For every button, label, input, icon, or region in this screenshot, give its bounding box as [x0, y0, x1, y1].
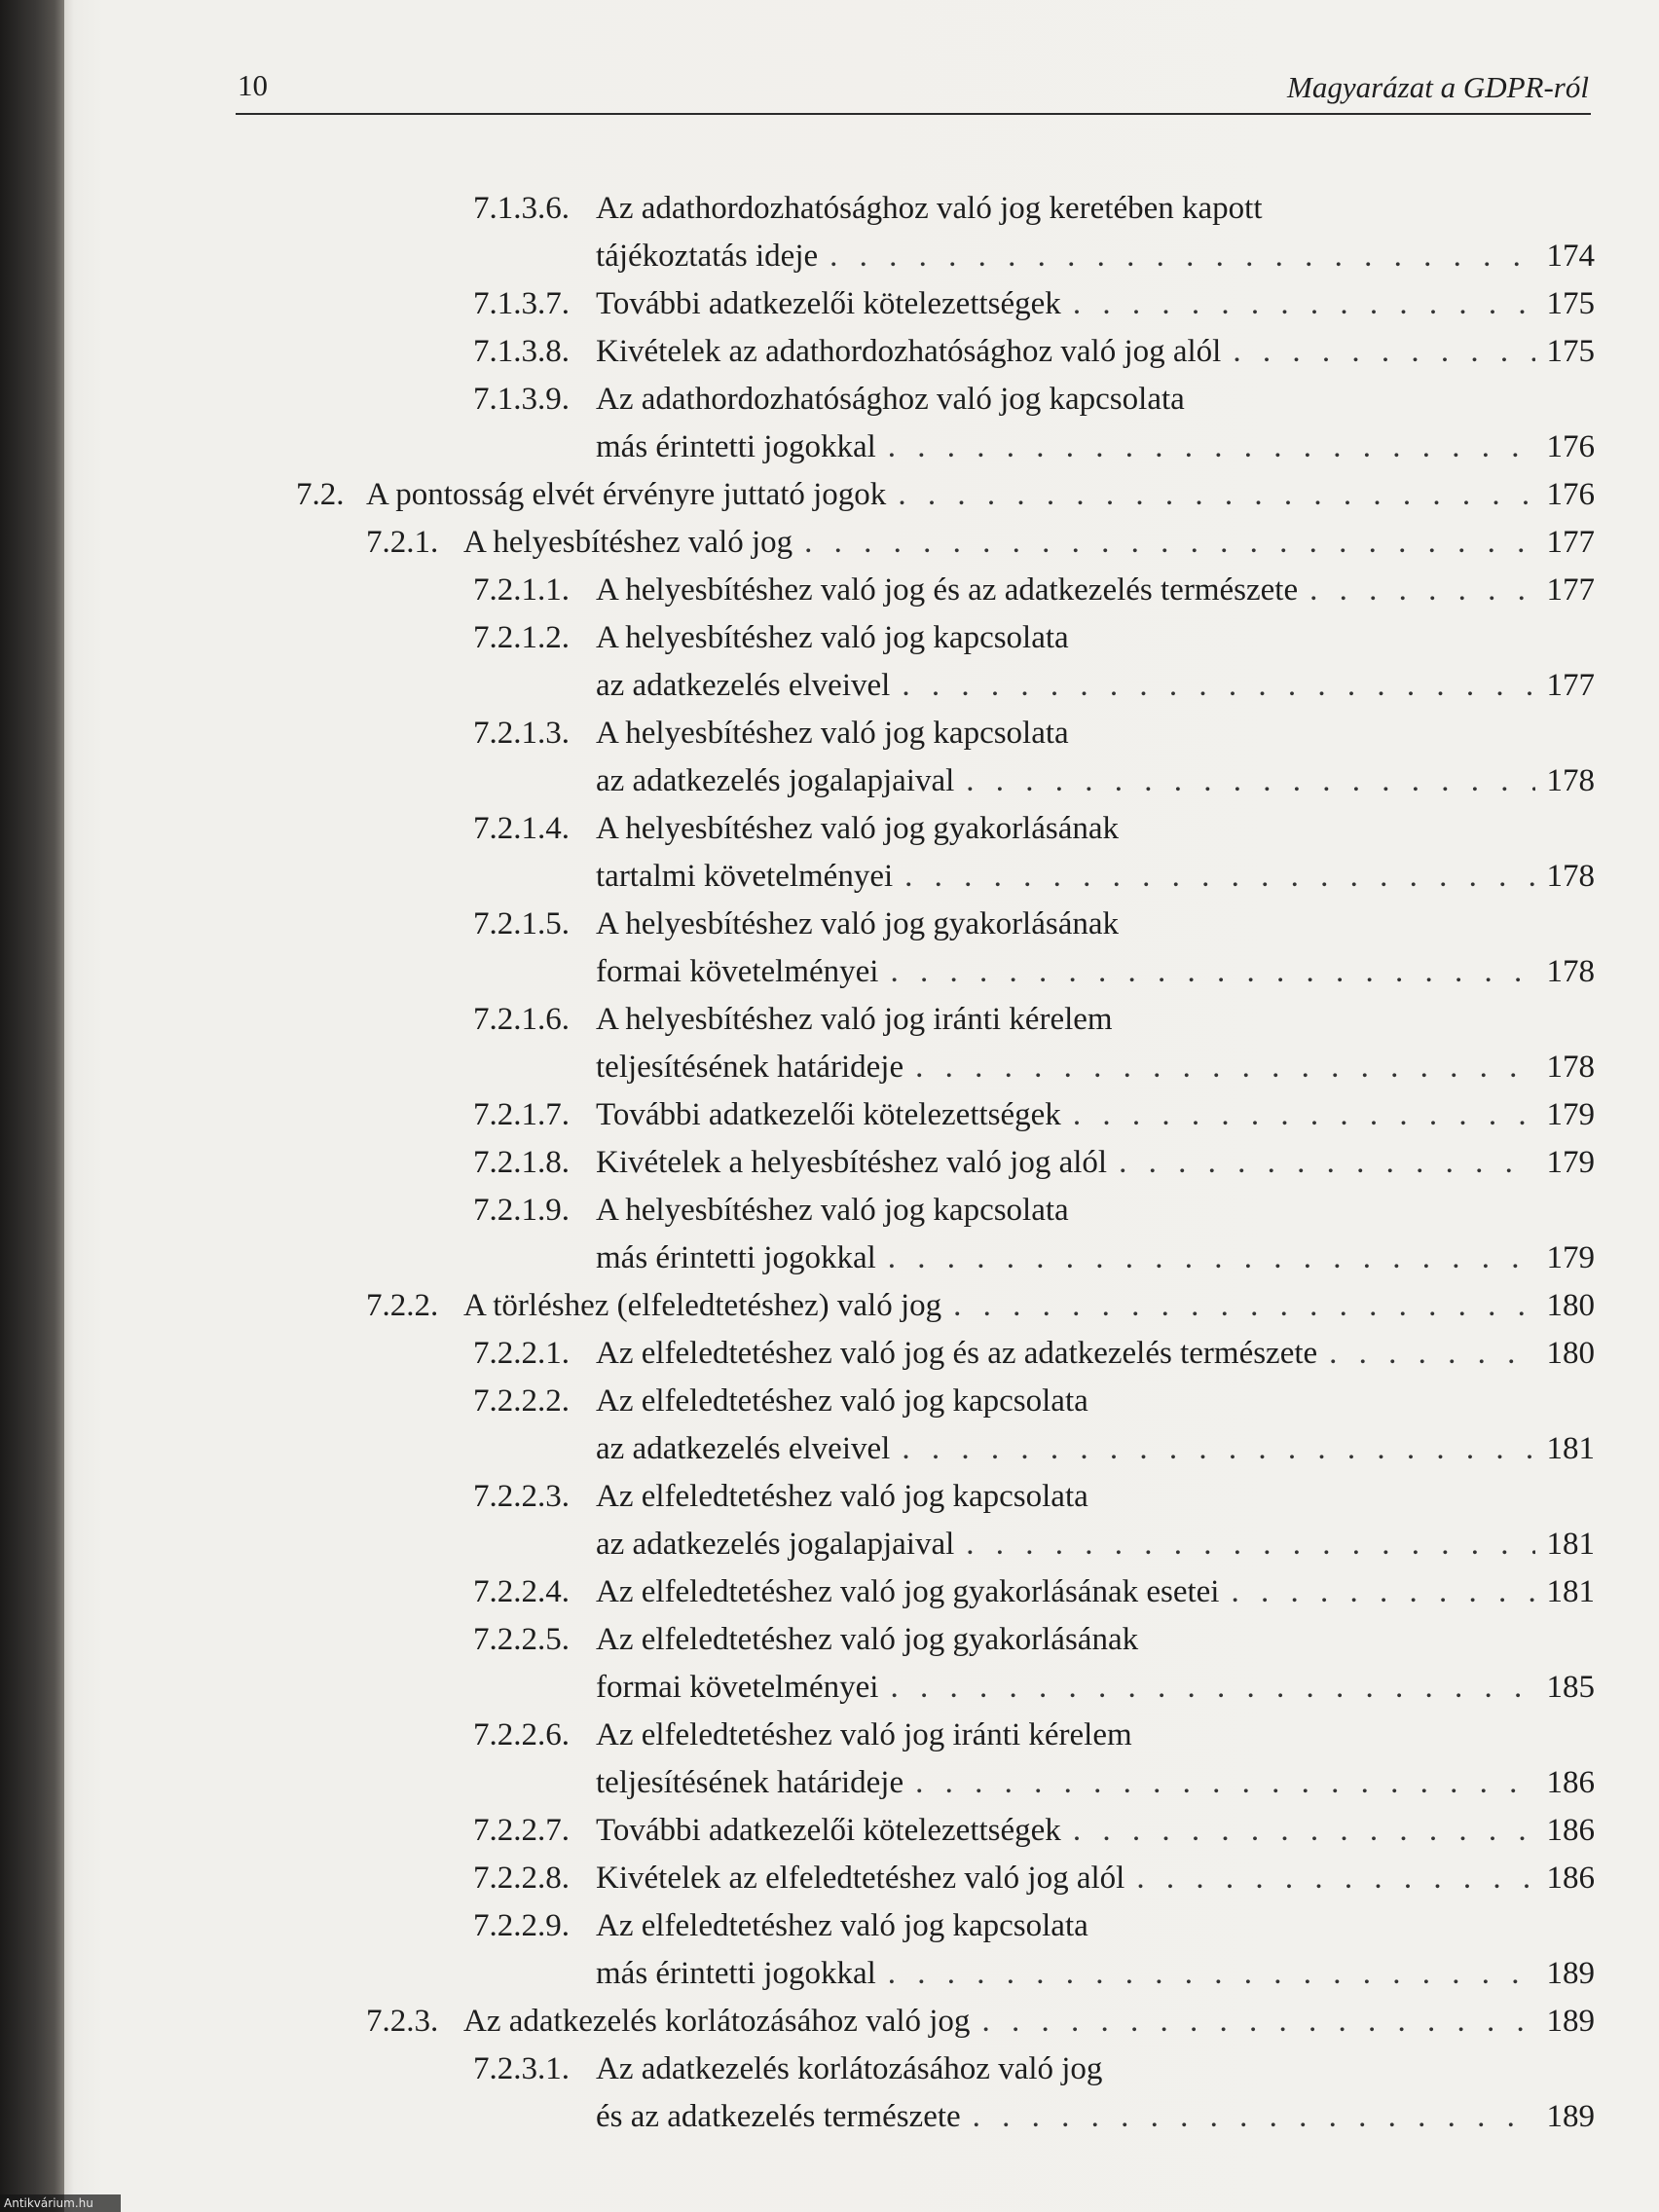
- toc-entry-continuation: [236, 853, 1595, 901]
- toc-entry-number: 7.2.2.6.: [473, 1717, 570, 1752]
- toc-entry-page: 179: [1546, 1097, 1595, 1132]
- toc-entry-page: 179: [1546, 1145, 1595, 1180]
- toc-entry-number: 7.2.2.4.: [473, 1574, 570, 1609]
- toc-entry-line: [236, 1139, 1595, 1187]
- toc-entry-page: 189: [1546, 2004, 1595, 2039]
- page-header: [236, 64, 1591, 115]
- toc-entry-line: [236, 2046, 1595, 2093]
- toc-entry-title: A törléshez (elfeledtetéshez) való jog: [463, 1288, 942, 1323]
- toc-entry: [236, 1998, 1595, 2046]
- toc-entry-title: Az adathordozhatósághoz való jog kapcsolata: [596, 382, 1185, 417]
- toc-entry-page: 180: [1546, 1288, 1595, 1323]
- toc-entry: [236, 1091, 1595, 1139]
- toc-entry-title-cont: más érintetti jogokkal: [596, 1240, 876, 1275]
- toc-entry-title: Az elfeledtetéshez való jog kapcsolata: [596, 1479, 1088, 1514]
- toc-entry: [236, 1282, 1595, 1330]
- dot-leader: [973, 2093, 1535, 2141]
- toc-entry-line: [236, 376, 1595, 424]
- toc-entry-number: 7.2.1.1.: [473, 572, 570, 608]
- toc-entry-line: [236, 1855, 1595, 1902]
- toc-entry-line: [236, 710, 1595, 757]
- toc-entry: [236, 1330, 1595, 1378]
- toc-entry: [236, 1568, 1595, 1616]
- dot-leader: [890, 948, 1534, 996]
- toc-entry-continuation: [236, 662, 1595, 710]
- toc-entry-number: 7.2.2.7.: [473, 1813, 570, 1848]
- toc-entry-page: 186: [1546, 1861, 1595, 1896]
- toc-entry: [236, 376, 1595, 471]
- toc-entry-page: 181: [1546, 1431, 1595, 1466]
- toc-entry-page: 189: [1546, 1956, 1595, 1991]
- dot-leader: [904, 853, 1534, 901]
- toc-entry-page: 179: [1546, 1240, 1595, 1275]
- toc-entry: [236, 567, 1595, 614]
- toc-entry-number: 7.2.3.1.: [473, 2051, 570, 2086]
- dot-leader: [1073, 1807, 1535, 1855]
- toc-entry: [236, 1139, 1595, 1187]
- running-title: Magyarázat a GDPR-ról: [1287, 70, 1589, 104]
- dot-leader: [804, 519, 1534, 567]
- toc-entry-title: Az adatkezelés korlátozásához való jog: [463, 2004, 971, 2039]
- toc-entry-title: A helyesbítéshez való jog gyakorlásának: [596, 906, 1120, 941]
- toc-entry: [236, 1378, 1595, 1473]
- toc-entry-title-cont: az adatkezelés elveivel: [596, 668, 891, 703]
- toc-entry-page: 174: [1546, 239, 1595, 274]
- toc-entry-line: [236, 1330, 1595, 1378]
- toc-entry-page: 181: [1546, 1527, 1595, 1562]
- toc-entry-line: [236, 1282, 1595, 1330]
- dot-leader: [888, 1235, 1535, 1282]
- toc-entry-page: 189: [1546, 2099, 1595, 2134]
- book-spine-edge: [0, 0, 64, 2212]
- page-number: 10: [238, 68, 268, 102]
- toc-entry-number: 7.2.2.9.: [473, 1908, 570, 1943]
- toc-entry-line: [236, 1378, 1595, 1425]
- toc-entry-number: 7.2.2.8.: [473, 1861, 570, 1896]
- toc-entry-title: Az elfeledtetéshez való jog kapcsolata: [596, 1383, 1088, 1419]
- dot-leader: [953, 1282, 1534, 1330]
- dot-leader: [830, 233, 1534, 280]
- toc-entry-page: 178: [1546, 859, 1595, 894]
- toc-entry-continuation: [236, 2093, 1595, 2141]
- toc-entry: [236, 185, 1595, 280]
- toc-entry-line: [236, 1807, 1595, 1855]
- dot-leader: [1136, 1855, 1534, 1902]
- toc-entry-line: [236, 614, 1595, 662]
- toc-entry-line: [236, 1712, 1595, 1759]
- book-page: [64, 0, 1659, 2212]
- toc-entry: [236, 1187, 1595, 1282]
- toc-entry: [236, 1616, 1595, 1712]
- toc-entry-number: 7.2.1.4.: [473, 811, 570, 846]
- toc-entry-number: 7.2.1.2.: [473, 620, 570, 655]
- toc-entry-title-cont: más érintetti jogokkal: [596, 429, 876, 464]
- toc-entry: [236, 996, 1595, 1091]
- toc-entry-title-cont: formai követelményei: [596, 1670, 879, 1705]
- toc-entry-line: [236, 1902, 1595, 1950]
- toc-entry: [236, 1807, 1595, 1855]
- dot-leader: [1119, 1139, 1534, 1187]
- toc-entry: [236, 1473, 1595, 1568]
- toc-entry-page: 175: [1546, 286, 1595, 321]
- toc-entry-title-cont: az adatkezelés jogalapjaival: [596, 763, 955, 798]
- toc-entry-title: További adatkezelői kötelezettségek: [596, 1097, 1061, 1132]
- toc-entry: [236, 519, 1595, 567]
- toc-entry: [236, 2046, 1595, 2141]
- toc-entry-line: [236, 1187, 1595, 1235]
- toc-entry-page: 178: [1546, 1050, 1595, 1085]
- toc-entry: [236, 1902, 1595, 1998]
- toc-entry: [236, 280, 1595, 328]
- toc-entry-number: 7.1.3.9.: [473, 382, 570, 417]
- toc-entry-page: 186: [1546, 1813, 1595, 1848]
- dot-leader: [898, 471, 1534, 519]
- toc-entry-continuation: [236, 948, 1595, 996]
- toc-entry-line: [236, 1473, 1595, 1521]
- toc-entry-title: A helyesbítéshez való jog kapcsolata: [596, 1193, 1069, 1228]
- toc-entry-title-cont: teljesítésének határideje: [596, 1765, 904, 1800]
- toc-entry-number: 7.2.1.8.: [473, 1145, 570, 1180]
- dot-leader: [981, 1998, 1534, 2046]
- dot-leader: [915, 1044, 1534, 1091]
- toc-entry: [236, 471, 1595, 519]
- toc-entry-number: 7.2.1.: [366, 525, 439, 560]
- toc-entry-page: 176: [1546, 477, 1595, 512]
- toc-entry: [236, 805, 1595, 901]
- toc-entry: [236, 614, 1595, 710]
- dot-leader: [1329, 1330, 1534, 1378]
- toc-entry-title: A pontosság elvét érvényre juttató jogok: [366, 477, 887, 512]
- dot-leader: [966, 1521, 1534, 1568]
- toc-entry-title-cont: tartalmi követelményei: [596, 859, 894, 894]
- toc-entry-line: [236, 519, 1595, 567]
- toc-entry-line: [236, 567, 1595, 614]
- toc-entry-continuation: [236, 1664, 1595, 1712]
- toc-entry-title: Az elfeledtetéshez való jog és az adatkezelés természete: [596, 1336, 1318, 1371]
- dot-leader: [1073, 280, 1535, 328]
- toc-entry-title: További adatkezelői kötelezettségek: [596, 286, 1061, 321]
- toc-entry-title-cont: tájékoztatás ideje: [596, 239, 819, 274]
- toc-entry-title: A helyesbítéshez való jog kapcsolata: [596, 620, 1069, 655]
- toc-entry-continuation: [236, 1759, 1595, 1807]
- toc-entry-title-cont: az adatkezelés elveivel: [596, 1431, 891, 1466]
- dot-leader: [888, 1950, 1535, 1998]
- toc-entry-title-cont: formai követelményei: [596, 954, 879, 989]
- toc-entry-number: 7.2.2.2.: [473, 1383, 570, 1419]
- toc-entry: [236, 1855, 1595, 1902]
- dot-leader: [1309, 567, 1534, 614]
- toc-entry-number: 7.2.1.5.: [473, 906, 570, 941]
- toc-entry-title: A helyesbítéshez való jog iránti kérelem: [596, 1002, 1113, 1037]
- toc-entry-title: A helyesbítéshez való jog és az adatkezelés természete: [596, 572, 1299, 608]
- toc-entry-page: 186: [1546, 1765, 1595, 1800]
- toc-entry-page: 185: [1546, 1670, 1595, 1705]
- dot-leader: [1073, 1091, 1535, 1139]
- watermark: Antikvárium.hu: [0, 2194, 121, 2212]
- toc-entry-page: 177: [1546, 572, 1595, 608]
- dot-leader: [966, 757, 1534, 805]
- toc-entry-continuation: [236, 1521, 1595, 1568]
- toc-entry-line: [236, 901, 1595, 948]
- toc-entry-line: [236, 328, 1595, 376]
- toc-entry-line: [236, 280, 1595, 328]
- table-of-contents: [236, 185, 1595, 2141]
- toc-entry-title: A helyesbítéshez való jog gyakorlásának: [596, 811, 1120, 846]
- toc-entry-title: Kivételek az adathordozhatósághoz való jog alól: [596, 334, 1222, 369]
- toc-entry-page: 178: [1546, 954, 1595, 989]
- toc-entry-title: Az elfeledtetéshez való jog kapcsolata: [596, 1908, 1088, 1943]
- dot-leader: [1233, 328, 1534, 376]
- toc-entry-number: 7.1.3.8.: [473, 334, 570, 369]
- toc-entry-continuation: [236, 1425, 1595, 1473]
- toc-entry-continuation: [236, 1235, 1595, 1282]
- toc-entry-page: 175: [1546, 334, 1595, 369]
- toc-entry-line: [236, 805, 1595, 853]
- toc-entry-number: 7.2.2.3.: [473, 1479, 570, 1514]
- toc-entry-number: 7.2.2.1.: [473, 1336, 570, 1371]
- toc-entry-number: 7.2.2.5.: [473, 1622, 570, 1657]
- toc-entry-title: Az elfeledtetéshez való jog gyakorlásának: [596, 1622, 1139, 1657]
- toc-entry-page: 177: [1546, 668, 1595, 703]
- toc-entry-page: 180: [1546, 1336, 1595, 1371]
- toc-entry-continuation: [236, 233, 1595, 280]
- toc-entry-title: A helyesbítéshez való jog: [463, 525, 793, 560]
- toc-entry-title: Az adathordozhatósághoz való jog keretében kapott: [596, 191, 1263, 226]
- toc-entry-title-cont: és az adatkezelés természete: [596, 2099, 961, 2134]
- toc-entry-title: Az adatkezelés korlátozásához való jog: [596, 2051, 1103, 2086]
- toc-entry-number: 7.2.3.: [366, 2004, 439, 2039]
- toc-entry-continuation: [236, 1044, 1595, 1091]
- dot-leader: [902, 1425, 1534, 1473]
- toc-entry-page: 176: [1546, 429, 1595, 464]
- toc-entry-continuation: [236, 424, 1595, 471]
- toc-entry-line: [236, 1568, 1595, 1616]
- toc-entry-line: [236, 1616, 1595, 1664]
- toc-entry-title-cont: más érintetti jogokkal: [596, 1956, 876, 1991]
- toc-entry-title: További adatkezelői kötelezettségek: [596, 1813, 1061, 1848]
- dot-leader: [888, 424, 1535, 471]
- toc-entry-number: 7.1.3.7.: [473, 286, 570, 321]
- toc-entry-line: [236, 1091, 1595, 1139]
- toc-entry-title: Kivételek az elfeledtetéshez való jog alól: [596, 1861, 1125, 1896]
- toc-entry: [236, 710, 1595, 805]
- toc-entry-title: Kivételek a helyesbítéshez való jog alól: [596, 1145, 1108, 1180]
- dot-leader: [915, 1759, 1534, 1807]
- toc-entry-line: [236, 471, 1595, 519]
- dot-leader: [890, 1664, 1534, 1712]
- toc-entry-title: Az elfeledtetéshez való jog gyakorlásának esetei: [596, 1574, 1220, 1609]
- toc-entry-line: [236, 996, 1595, 1044]
- toc-entry-number: 7.2.2.: [366, 1288, 439, 1323]
- toc-entry-number: 7.2.1.7.: [473, 1097, 570, 1132]
- toc-entry-continuation: [236, 757, 1595, 805]
- toc-entry-continuation: [236, 1950, 1595, 1998]
- toc-entry-page: 178: [1546, 763, 1595, 798]
- toc-entry-title-cont: teljesítésének határideje: [596, 1050, 904, 1085]
- toc-entry-line: [236, 185, 1595, 233]
- toc-entry-title: Az elfeledtetéshez való jog iránti kérelem: [596, 1717, 1132, 1752]
- toc-entry-number: 7.2.1.6.: [473, 1002, 570, 1037]
- toc-entry-number: 7.2.1.9.: [473, 1193, 570, 1228]
- toc-entry-line: [236, 1998, 1595, 2046]
- toc-entry-title-cont: az adatkezelés jogalapjaival: [596, 1527, 955, 1562]
- toc-entry-title: A helyesbítéshez való jog kapcsolata: [596, 716, 1069, 751]
- toc-entry: [236, 1712, 1595, 1807]
- dot-leader: [902, 662, 1534, 710]
- toc-entry-page: 181: [1546, 1574, 1595, 1609]
- dot-leader: [1231, 1568, 1534, 1616]
- toc-entry: [236, 328, 1595, 376]
- toc-entry-number: 7.2.1.3.: [473, 716, 570, 751]
- toc-entry-number: 7.1.3.6.: [473, 191, 570, 226]
- toc-entry-page: 177: [1546, 525, 1595, 560]
- toc-entry: [236, 901, 1595, 996]
- toc-entry-number: 7.2.: [296, 477, 345, 512]
